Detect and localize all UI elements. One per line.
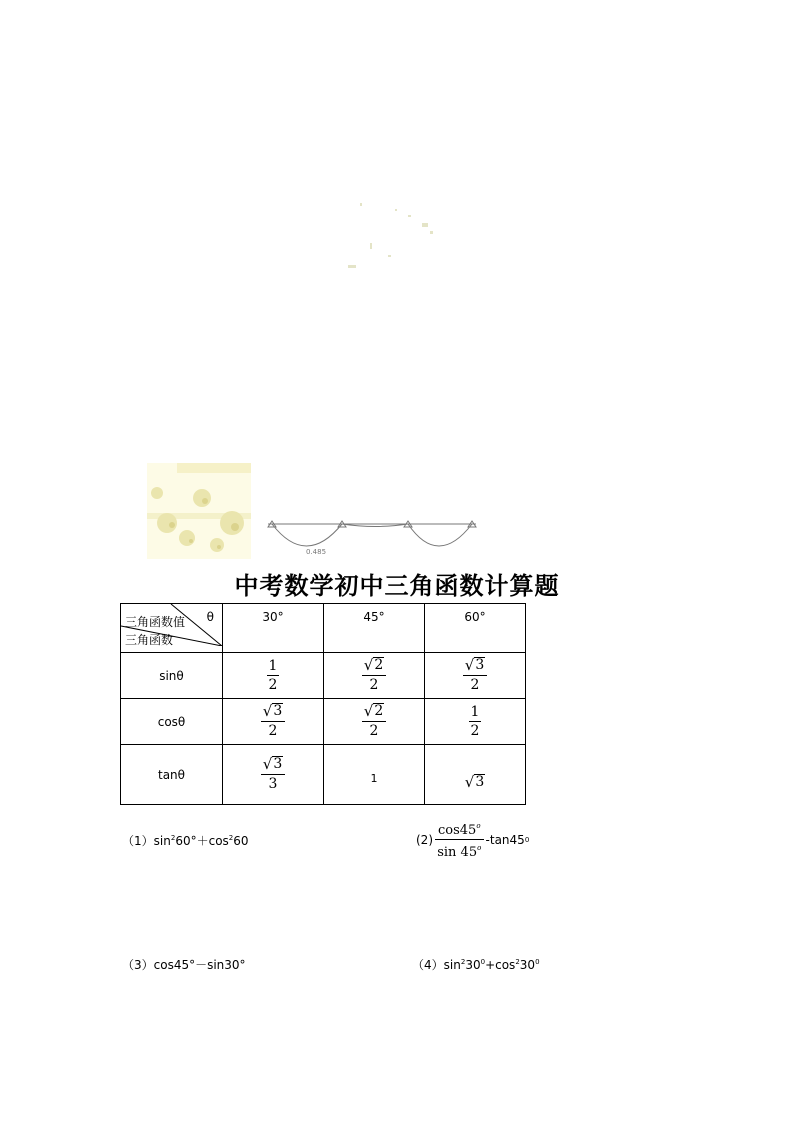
radicand: 2 [374,657,384,673]
table-row-tan [121,745,526,805]
table-header-row [121,604,526,653]
exponent: 2 [170,834,176,842]
term: sin 45 [437,845,478,860]
radicand: 3 [475,773,485,790]
numerator [362,657,386,676]
fraction [261,703,285,740]
table-row-sin [121,653,526,699]
page-title: 中考数学初中三角函数计算题 [234,572,560,600]
radical-sign-icon: √ [464,656,475,674]
radical [364,657,384,673]
fraction [469,703,482,740]
value-cell [425,653,526,699]
degree-mark: 0 [535,958,540,966]
beam-diagram [266,513,486,558]
numerator: 1 [470,704,480,720]
degree-mark: 0 [480,958,486,966]
fraction [362,703,386,740]
term: 30 [519,958,536,972]
exponent: 2 [460,958,466,966]
radical-sign-icon: √ [363,656,374,674]
term: +cos [485,958,516,972]
term: sin [153,834,171,848]
fraction [435,818,484,861]
value-cell: 1 [324,745,425,805]
term: 30 [465,958,481,972]
numerator [261,756,285,775]
numerator [463,657,487,676]
radical [263,756,283,772]
row-label-sin: sinθ [121,653,223,699]
denominator: 3 [268,776,278,792]
denominator: 2 [268,723,278,739]
radicand: 3 [475,657,485,673]
radical [263,703,283,719]
denominator [437,840,481,861]
degree-mark: o [477,844,482,852]
numerator: 1 [268,658,278,674]
question-4 [412,956,540,973]
question-3: （3）cos45°－sin30° [122,958,246,972]
question-2 [416,818,529,861]
value-cell [223,745,324,805]
term: ＋cos [196,834,229,848]
radicand: 3 [273,756,283,772]
value-axis-label: 三角函数值 [125,615,186,629]
fraction [463,657,487,694]
denominator: 2 [470,677,480,693]
radical [465,657,485,673]
angle-header-45: 45° [324,604,425,653]
value-cell [324,653,425,699]
corner-header-cell [121,604,223,653]
term: sin [443,958,461,972]
angle-header-30: 30° [223,604,324,653]
radical-sign-icon: √ [262,755,273,773]
radicand: 2 [374,703,384,719]
angle-header-60: 60° [425,604,526,653]
fraction [267,657,280,694]
degree-mark: o [476,822,481,830]
radicand: 3 [273,703,283,719]
term: 60 [233,834,249,848]
denominator: 2 [268,677,278,693]
figure-label: 0.485 [306,548,327,556]
numerator [261,703,285,722]
radical-sign-icon: √ [363,702,374,720]
trig-value-table [120,603,526,805]
radical [465,774,485,790]
value-cell [425,745,526,805]
question-number: (2) [416,832,433,847]
denominator: 2 [369,677,379,693]
scan-artifact [330,195,450,275]
question-number: （1） [122,834,154,848]
numerator [435,818,484,840]
fraction [261,756,285,793]
term: -tan45 [485,832,525,847]
row-label-tan: tanθ [121,745,223,805]
radical-sign-icon: √ [464,772,475,791]
row-label-cos: cosθ [121,699,223,745]
theta-symbol: θ [206,610,214,624]
value-cell [223,699,324,745]
question-1 [122,832,249,849]
faded-photo [147,463,251,559]
exponent: 2 [228,834,234,842]
value-cell [425,699,526,745]
term: cos45 [438,823,477,838]
denominator: 2 [470,723,480,739]
exponent: 2 [515,958,520,966]
numerator [362,703,386,722]
denominator: 2 [369,723,379,739]
value-cell [324,699,425,745]
question-number: （4） [412,958,444,972]
value-cell [223,653,324,699]
term: 60° [175,834,197,848]
radical-sign-icon: √ [262,702,273,720]
degree-mark: 0 [524,835,530,844]
fraction [362,657,386,694]
radical [364,703,384,719]
table-row-cos [121,699,526,745]
function-axis-label: 三角函数 [125,633,174,647]
